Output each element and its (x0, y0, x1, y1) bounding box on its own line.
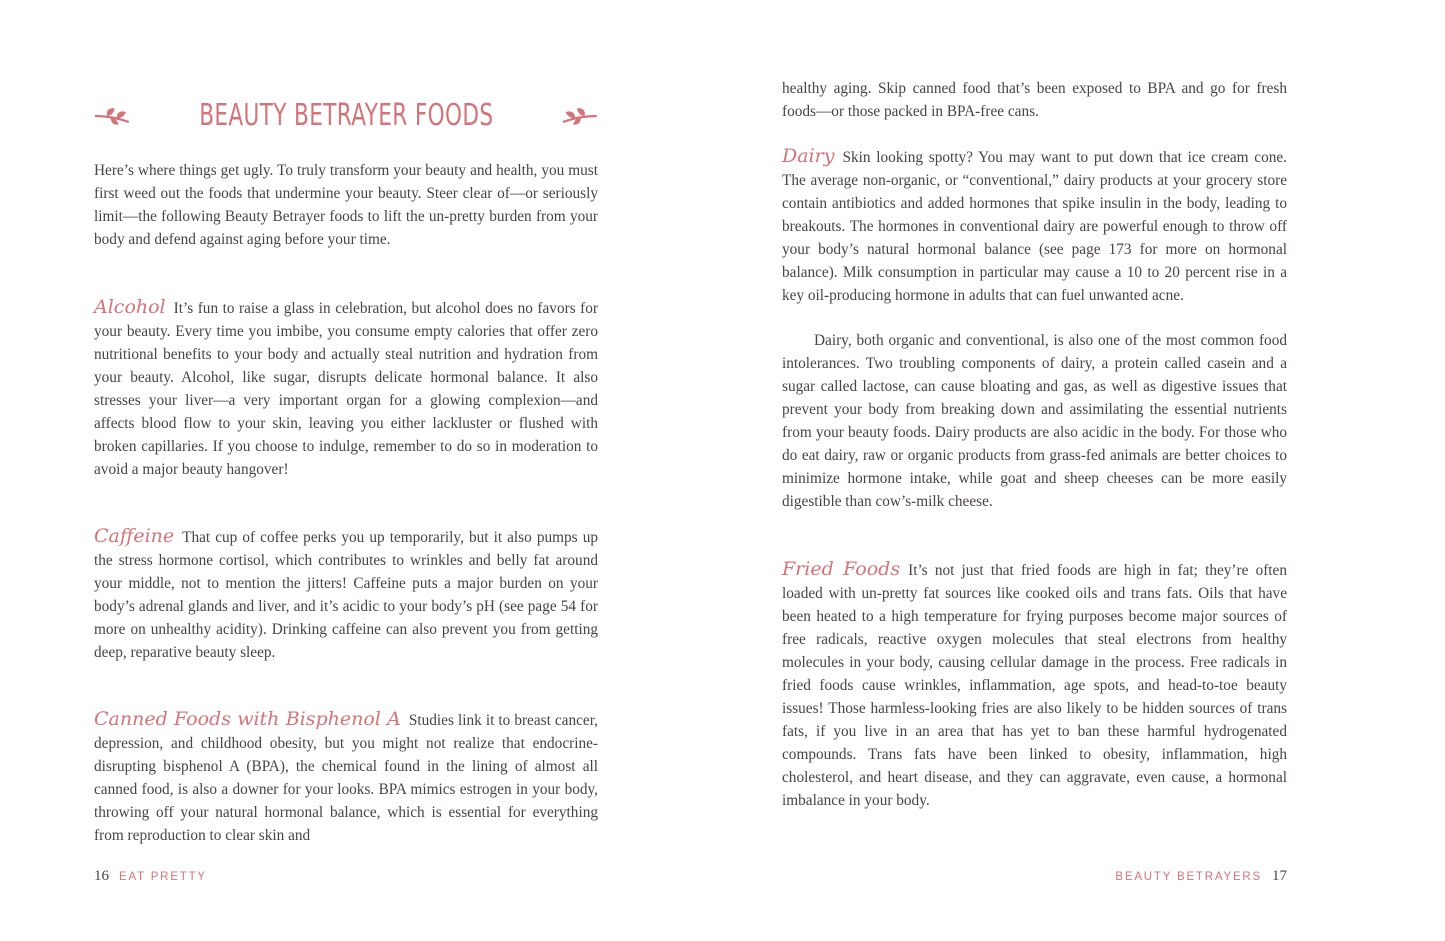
left-sprig-icon (94, 104, 132, 128)
dairy-body: Skin looking spotty? You may want to put down that ice cream cone. The average non-organic, or “conventional,” dairy products at your grocery store contain antibiotics and added hormones that spike insulin in the body, leading to breakouts. The hormones in conventional dairy are powerful enough to throw off your body’s natural hormonal balance (see page 173 for more on hormonal balance). Milk consumption in particular may cause a 10 to 20 percent rise in a key oil-producing hormone in adults that can fuel unwanted acne. (782, 149, 1287, 304)
left-folio (94, 868, 207, 885)
right-folio (1115, 868, 1287, 885)
right-page (722, 0, 1445, 941)
section-title (94, 98, 598, 133)
caffeine-body: That cup of coffee perks you up temporarily, but it also pumps up the stress hormone cortisol, which contributes to wrinkles and belly fat around your middle, not to mention the jitters! Caffeine puts a major burden on your body’s adrenal glands and liver, and it’s acidic to your body’s pH (see page 54 for more on unhealthy acidity). Drinking caffeine can also prevent you from getting deep, reparative beauty sleep. (94, 529, 598, 661)
left-page (0, 0, 722, 941)
page-title: BEAUTY BETRAYER FOODS (198, 98, 494, 133)
page-number: 16 (94, 868, 109, 884)
running-head: BEAUTY BETRAYERS (1115, 871, 1262, 883)
running-head: EAT PRETTY (119, 871, 207, 883)
caffeine-section (94, 525, 598, 664)
canned-foods-body: Studies link it to breast cancer, depression, and childhood obesity, but you might not realize that endocrine-disrupting bisphenol A (BPA), the chemical found in the lining of almost all canned food, is also a downer for your looks. BPA mimics estrogen in your body, throwing off your natural hormonal balance, which is essential for everything from reproduction to clear skin and (94, 712, 599, 844)
fried-foods-body: It’s not just that fried foods are high in fat; they’re often loaded with un-pretty fat sources like cooked oils and trans fats. Oils that have been heated to a high temperature for frying purposes become major sources of free radicals, reactive oxygen molecules that steal electrons from healthy molecules in your body, causing cellular damage in the process. Free radicals in fried foods cause wrinkles, inflammation, age spots, and head-to-toe beauty issues! Those harmless-looking fries are also likely to be hidden sources of trans fats, if you live in an area that has yet to ban these harmful hydrogenated compounds. Trans fats have been linked to obesity, inflammation, high cholesterol, and heart disease, and they can aggravate, even cause, a hormonal imbalance in your body. (782, 562, 1287, 809)
right-sprig-icon (560, 104, 598, 128)
fried-foods-heading: Fried Foods (782, 558, 901, 580)
continuation-paragraph: healthy aging. Skip canned food that’s been exposed to BPA and go for fresh foods—or those packed in BPA-free cans. (782, 80, 1287, 120)
alcohol-body: It’s fun to raise a glass in celebration, but alcohol does no favors for your beauty. Every time you imbibe, you consume empty calories that offer zero nutritional benefits to your body and actually steal nutrition and hydration from your beauty. Alcohol, like sugar, disrupts delicate hormonal balance. It also stresses your liver—a very important organ for a glowing complexion—and affects blood flow to your skin, leaving you either lackluster or flushed with broken capillaries. If you choose to indulge, remember to do so in moderation to avoid a major beauty hangover! (94, 300, 598, 478)
canned-foods-section (94, 708, 598, 847)
dairy-section (782, 145, 1287, 307)
fried-foods-section (782, 558, 1287, 812)
dairy-heading: Dairy (782, 145, 835, 167)
page-number: 17 (1272, 868, 1287, 884)
dairy-paragraph-2: Dairy, both organic and conventional, is also one of the most common food intolerances. Two troubling components of dairy, a protein called casein and a sugar called lactose, can cause bloating and gas, as well as digestive issues that prevent your body from breaking down and assimilating the essential nutrients from your beauty foods. Dairy products are also acidic in the body. For those who do eat dairy, raw or organic products from grass-fed animals are better choices to minimize hormone intake, while goat and sheep cheeses can be more easily digestible than cow’s-milk cheese. (782, 332, 1287, 510)
alcohol-section (94, 296, 598, 481)
alcohol-heading: Alcohol (94, 296, 166, 318)
canned-foods-heading: Canned Foods with Bisphenol A (94, 708, 401, 730)
caffeine-heading: Caffeine (94, 525, 175, 547)
intro-paragraph: Here’s where things get ugly. To truly transform your beauty and health, you must first weed out the foods that undermine your beauty. Steer clear of—or seriously limit—the following Beauty Betrayer foods to lift the un-pretty burden from your body and defend against aging before your time. (94, 162, 598, 248)
